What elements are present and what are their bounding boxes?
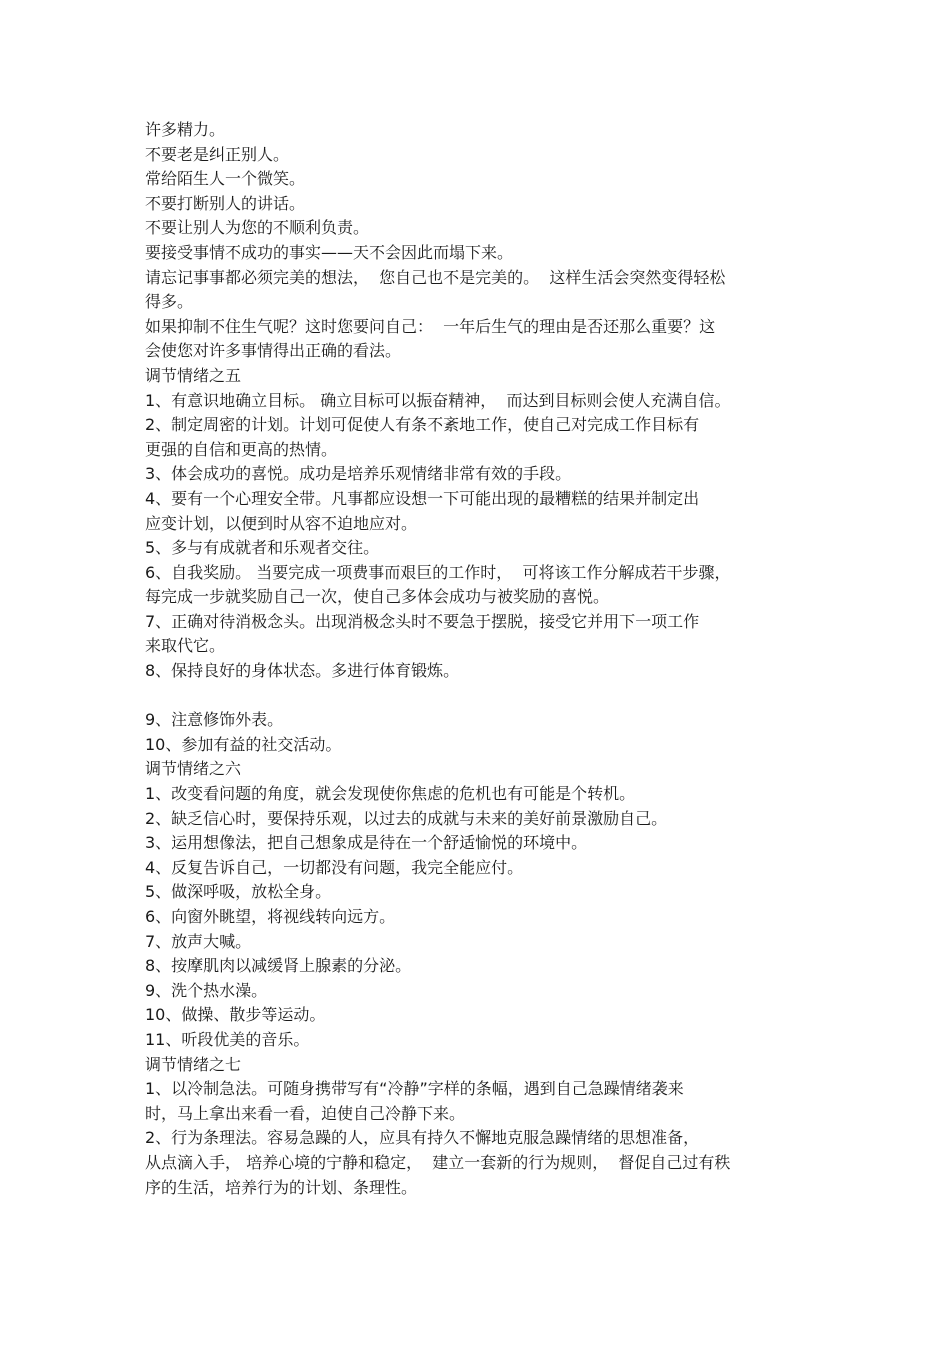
section-heading: 调节情绪之六 bbox=[145, 759, 242, 779]
list-item-continuation: 应变计划，以便到时从容不迫地应对。 bbox=[145, 513, 418, 533]
text-line: 会使您对许多事情得出正确的看法。 bbox=[145, 341, 402, 361]
list-item-continuation: 序的生活，培养行为的计划、条理性。 bbox=[145, 1177, 418, 1197]
list-item: 2、行为条理法。容易急躁的人，应具有持久不懈地克服急躁情绪的思想准备， bbox=[145, 1128, 700, 1148]
list-item-continuation: 来取代它。 bbox=[145, 636, 226, 656]
text-line: 不要打断别人的讲话。 bbox=[145, 193, 306, 213]
list-item: 8、按摩肌肉以减缓肾上腺素的分泌。 bbox=[145, 956, 412, 976]
list-item-continuation: 每完成一步就奖励自己一次，使自己多体会成功与被奖励的喜悦。 bbox=[145, 587, 610, 607]
text-line: 不要老是纠正别人。 bbox=[145, 144, 290, 164]
text-line: 常给陌生人一个微笑。 bbox=[145, 169, 306, 189]
list-item: 1、改变看问题的角度，就会发现使你焦虑的危机也有可能是个转机。 bbox=[145, 784, 636, 804]
list-item: 6、向窗外眺望，将视线转向远方。 bbox=[145, 907, 396, 926]
list-item: 10、做操、散步等运动。 bbox=[145, 1005, 326, 1025]
text-line: 许多精力。 bbox=[145, 120, 226, 139]
document-body bbox=[145, 118, 805, 1200]
text-line: 要接受事情不成功的事实——天不会因此而塌下来。 bbox=[145, 242, 514, 262]
list-item: 2、制定周密的计划。计划可促使人有条不紊地工作，使自己对完成工作目标有 bbox=[145, 415, 700, 435]
list-item: 4、要有一个心理安全带。凡事都应设想一下可能出现的最糟糕的结果并制定出 bbox=[145, 488, 700, 508]
list-item: 5、多与有成就者和乐观者交往。 bbox=[145, 538, 380, 558]
list-item-continuation: 更强的自信和更高的热情。 bbox=[145, 439, 338, 459]
list-item-continuation: 时，马上拿出来看一看，迫使自己冷静下来。 bbox=[145, 1103, 466, 1123]
list-item: 2、缺乏信心时，要保持乐观，以过去的成就与未来的美好前景激励自己。 bbox=[145, 808, 668, 828]
list-item: 1、有意识地确立目标。 确立目标可以振奋精神， 而达到目标则会使人充满自信。 bbox=[145, 390, 731, 410]
blank-line bbox=[145, 684, 805, 709]
text-line: 得多。 bbox=[145, 292, 194, 312]
list-item: 7、正确对待消极念头。出现消极念头时不要急于摆脱，接受它并用下一项工作 bbox=[145, 611, 700, 631]
list-item: 3、体会成功的喜悦。成功是培养乐观情绪非常有效的手段。 bbox=[145, 464, 572, 484]
list-item: 9、注意修饰外表。 bbox=[145, 710, 284, 730]
list-item: 6、自我奖励。 当要完成一项费事而艰巨的工作时， 可将该工作分解成若干步骤， bbox=[145, 562, 731, 582]
list-item: 9、洗个热水澡。 bbox=[145, 980, 268, 1000]
list-item: 8、保持良好的身体状态。多进行体育锻炼。 bbox=[145, 661, 460, 681]
text-line: 请忘记事事都必须完美的想法， 您自己也不是完美的。 这样生活会突然变得轻松 bbox=[145, 267, 726, 287]
section-heading: 调节情绪之五 bbox=[145, 365, 242, 385]
list-item: 4、反复告诉自己，一切都没有问题，我完全能应付。 bbox=[145, 857, 524, 877]
text-line: 如果抑制不住生气呢？这时您要问自己： 一年后生气的理由是否还那么重要？这 bbox=[145, 316, 716, 336]
section-heading: 调节情绪之七 bbox=[145, 1054, 242, 1074]
list-item: 3、运用想像法，把自己想象成是待在一个舒适愉悦的环境中。 bbox=[145, 833, 588, 853]
list-item: 7、放声大喊。 bbox=[145, 931, 252, 951]
list-item: 11、听段优美的音乐。 bbox=[145, 1029, 310, 1049]
list-item: 1、以冷制急法。可随身携带写有“冷静”字样的条幅，遇到自己急躁情绪袭来 bbox=[145, 1079, 684, 1099]
list-item: 10、参加有益的社交活动。 bbox=[145, 734, 342, 754]
list-item-continuation: 从点滴入手， 培养心境的宁静和稳定， 建立一套新的行为规则， 督促自己过有秩 bbox=[145, 1152, 731, 1172]
text-line: 不要让别人为您的不顺利负责。 bbox=[145, 218, 370, 238]
list-item: 5、做深呼吸，放松全身。 bbox=[145, 882, 332, 902]
